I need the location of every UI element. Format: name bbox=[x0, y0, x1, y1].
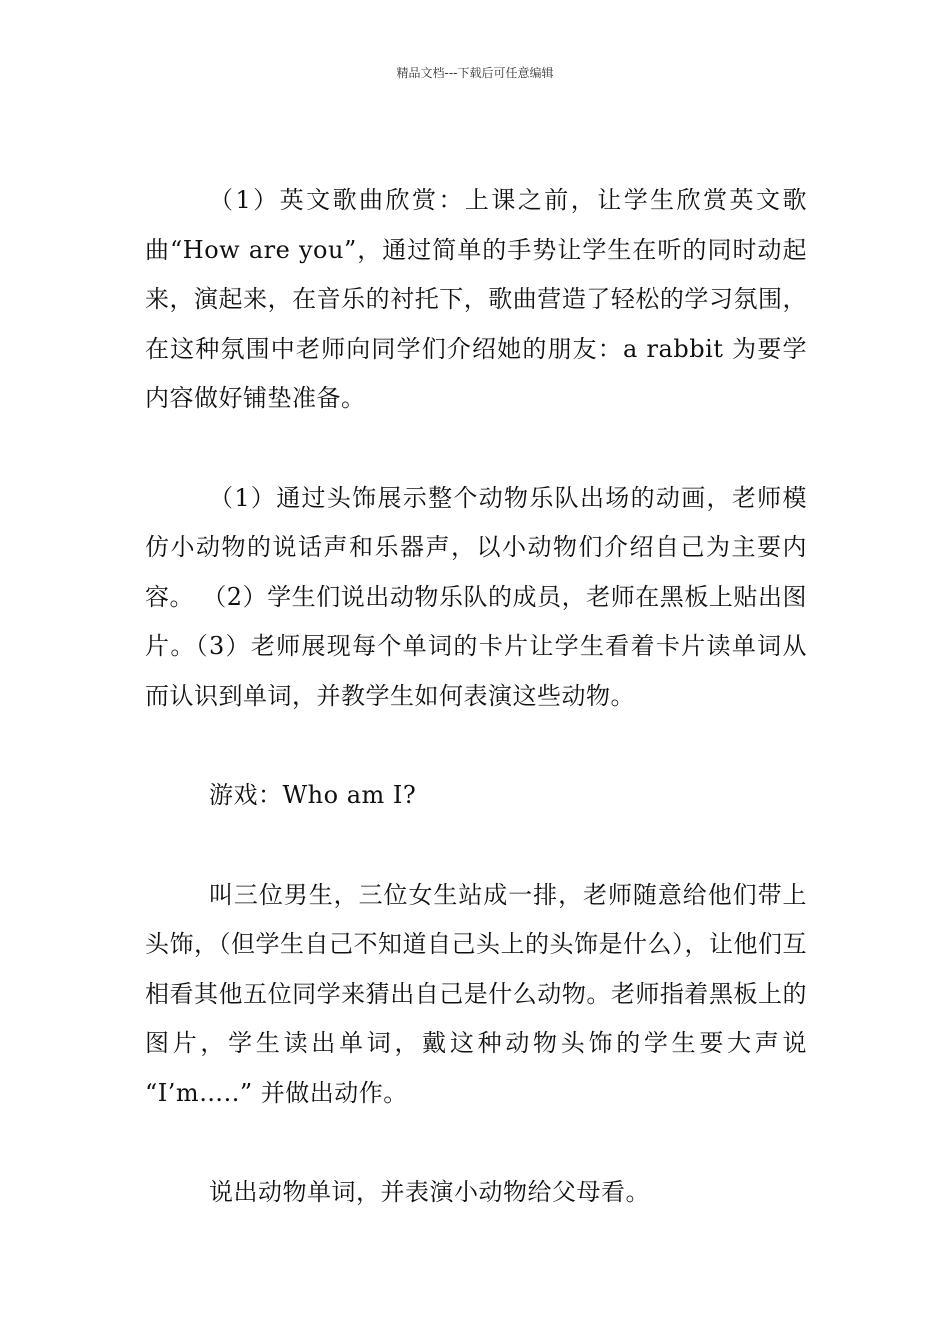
paragraph-spacer bbox=[145, 721, 807, 771]
paragraph-song-appreciation: （1）英文歌曲欣赏：上课之前，让学生欣赏英文歌曲“How are you”，通过简单的手势让学生在听的同时动起来，演起来，在音乐的衬托下，歌曲营造了轻松的学习氛围，在这种氛围中老师向同学们介绍她的朋友：a rabbit 为要学内容做好铺垫准备。 bbox=[145, 186, 807, 412]
paragraph-spacer bbox=[145, 424, 807, 474]
paragraph-game-rules: 叫三位男生，三位女生站成一排，老师随意给他们带上头饰，（但学生自己不知道自己头上的头饰是什么），让他们互相看其他五位同学来猜出自己是什么动物。老师指着黑板上的图片，学生读出单词，戴这种动物头饰的学生要大声说 “I’m…..” 并做出动作。 bbox=[145, 880, 807, 1107]
paragraph-animal-band: （1）通过头饰展示整个动物乐队出场的动画，老师模仿小动物的说话声和乐器声，以小动物们介绍自己为主要内容。 （2）学生们说出动物乐队的成员，老师在黑板上贴出图片。（3）老师展现每个单词的卡片让学生看着卡片读单词从而认识到单词，并教学生如何表演这些动物。 bbox=[145, 483, 807, 710]
paragraph-homework: 说出动物单词，并表演小动物给父母看。 bbox=[209, 1178, 650, 1206]
paragraph-spacer bbox=[145, 821, 807, 871]
paragraph-spacer bbox=[145, 1118, 807, 1168]
document-body bbox=[145, 176, 807, 1218]
page-header: 精品文档---下载后可任意编辑 bbox=[396, 66, 554, 80]
paragraph-game-title: 游戏：Who am I? bbox=[209, 781, 417, 809]
